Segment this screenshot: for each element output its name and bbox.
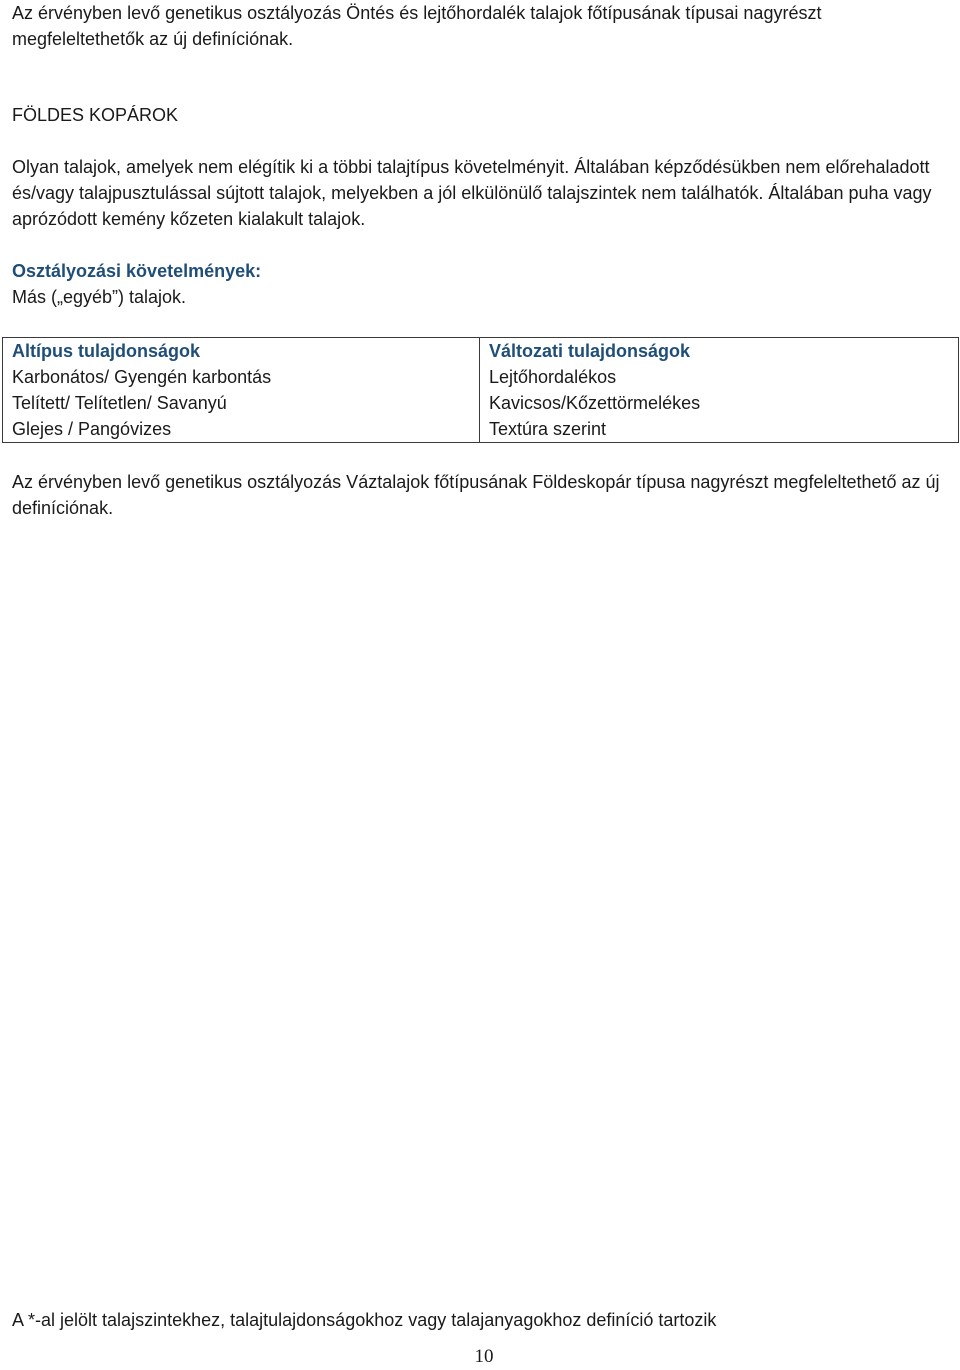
- mapping-paragraph: Az érvényben levő genetikus osztályozás Váztalajok főtípusának Földeskopár típusa nagyrészt megfeleltethető az új definíciónak.: [12, 472, 940, 518]
- subtype-properties-cell: [3, 338, 480, 443]
- list-item: Karbonátos/ Gyengén karbontás: [12, 367, 272, 387]
- list-item: Lejtőhordalékos: [489, 367, 617, 387]
- list-item: Textúra szerint: [489, 419, 607, 439]
- list-item: Kavicsos/Kőzettörmelékes: [489, 393, 701, 413]
- intro-paragraph: Az érvényben levő genetikus osztályozás Öntés és lejtőhordalék talajok főtípusának típusai nagyrészt megfeleltethetők az új definíciónak.: [12, 3, 822, 49]
- definition-paragraph: Olyan talajok, amelyek nem elégítik ki a többi talajtípus követelményit. Általában képződésükben nem előrehaladott és/vagy talajpusztulással sújtott talajok, melyekben a jól elkülönülő talajszintek nem találhatók. Általában puha vagy aprózódott kemény kőzeten kialakult talajok.: [12, 157, 932, 229]
- footnote: A *-al jelölt talajszintekhez, talajtulajdonságokhoz vagy talajanyagokhoz definíció tartozik: [12, 1310, 717, 1330]
- variety-properties-cell: [480, 338, 959, 443]
- requirements-heading: Osztályozási követelmények:: [12, 261, 262, 281]
- variety-properties-header: Változati tulajdonságok: [489, 341, 691, 361]
- page-number: 10: [474, 1346, 494, 1367]
- properties-table: [2, 337, 959, 443]
- subtype-properties-header: Altípus tulajdonságok: [12, 341, 201, 361]
- section-title: FÖLDES KOPÁROK: [12, 105, 179, 125]
- list-item: Telített/ Telítetlen/ Savanyú: [12, 393, 227, 413]
- requirements-body: Más („egyéb”) talajok.: [12, 287, 187, 307]
- list-item: Glejes / Pangóvizes: [12, 419, 172, 439]
- table-row: [3, 338, 959, 443]
